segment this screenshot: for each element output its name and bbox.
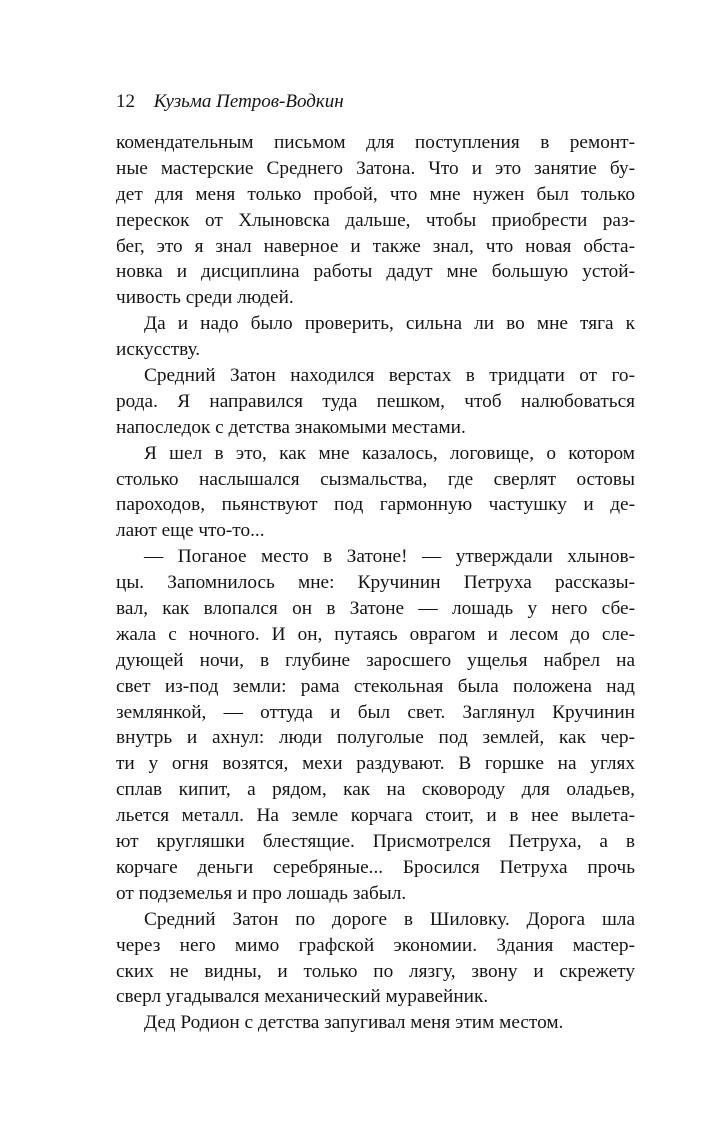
text-line: дующей ночи, в глубине заросшего ущелья набрел на bbox=[116, 649, 635, 671]
text-line: внутрь и ахнул: люди полуголые под землей, как чер- bbox=[116, 727, 635, 749]
running-head-author: Кузьма Петров-Водкин bbox=[153, 91, 344, 112]
text-line: сверл угадывался механический муравейник. bbox=[116, 986, 489, 1008]
running-head bbox=[116, 89, 344, 115]
text-line: искусству. bbox=[116, 339, 201, 361]
text-line: ти у огня возятся, мехи раздувают. В горшке на углях bbox=[116, 753, 635, 775]
text-line: дет для меня только пробой, что мне нужен был только bbox=[116, 183, 635, 205]
text-line: Я шел в это, как мне казалось, логовище, о котором bbox=[144, 442, 635, 464]
text-line: через него мимо графской экономии. Здания мастер- bbox=[116, 934, 635, 956]
text-line: корчаге деньги серебряные... Бросился Петруха прочь bbox=[116, 856, 635, 878]
text-line: землянкой, — оттуда и был свет. Заглянул Кручинин bbox=[116, 701, 635, 723]
text-line: ют кругляшки блестящие. Присмотрелся Петруха, а в bbox=[116, 831, 635, 853]
text-line: бег, это я знал наверное и также знал, что новая обста- bbox=[116, 235, 635, 257]
text-line: пароходов, пьянствуют под гармонную частушку и де- bbox=[116, 494, 635, 516]
text-line: напоследок с детства знакомыми местами. bbox=[116, 416, 466, 438]
text-line: свет из-под земли: рама стекольная была положена над bbox=[116, 675, 635, 697]
text-line: новка и дисциплина работы дадут мне большую устой- bbox=[116, 261, 635, 283]
text-line: комендательным письмом для поступления в ремонт- bbox=[116, 132, 635, 153]
text-line: перескок от Хлыновска дальше, чтобы приобрести раз- bbox=[116, 209, 635, 231]
text-line: сплав кипит, а рядом, как на сковороду для оладьев, bbox=[116, 779, 635, 801]
text-line: чивость среди людей. bbox=[116, 287, 294, 309]
text-line: цы. Запомнилось мне: Кручинин Петруха рассказы- bbox=[116, 572, 635, 594]
text-line: рода. Я направился туда пешком, чтоб налюбоваться bbox=[116, 390, 635, 412]
page-number: 12 bbox=[116, 91, 135, 112]
text-line: от подземелья и про лошадь забыл. bbox=[116, 882, 407, 904]
body-text bbox=[116, 130, 635, 1036]
text-line: Дед Родион с детства запугивал меня этим местом. bbox=[144, 1012, 564, 1034]
text-line: ских не видны, и только по лязгу, звону и скрежету bbox=[116, 960, 635, 982]
text-line: лают еще что-то... bbox=[116, 520, 265, 542]
text-line: Средний Затон находился верстах в тридцати от го- bbox=[144, 365, 635, 387]
text-line: жала с ночного. И он, путаясь оврагом и лесом до сле- bbox=[116, 623, 635, 645]
text-line: Да и надо было проверить, сильна ли во мне тяга к bbox=[144, 313, 635, 335]
text-line: ные мастерские Среднего Затона. Что и это занятие бу- bbox=[116, 157, 635, 179]
text-line: льется металл. На земле корчага стоит, и в нее вылета- bbox=[116, 805, 635, 827]
text-line: — Поганое место в Затоне! — утверждали хлынов- bbox=[144, 546, 635, 568]
text-line: Средний Затон по дороге в Шиловку. Дорога шла bbox=[144, 908, 635, 930]
text-line: вал, как влопался он в Затоне — лошадь у него сбе- bbox=[116, 598, 635, 620]
text-line: столько наслышался сызмальства, где сверлят остовы bbox=[116, 468, 635, 490]
